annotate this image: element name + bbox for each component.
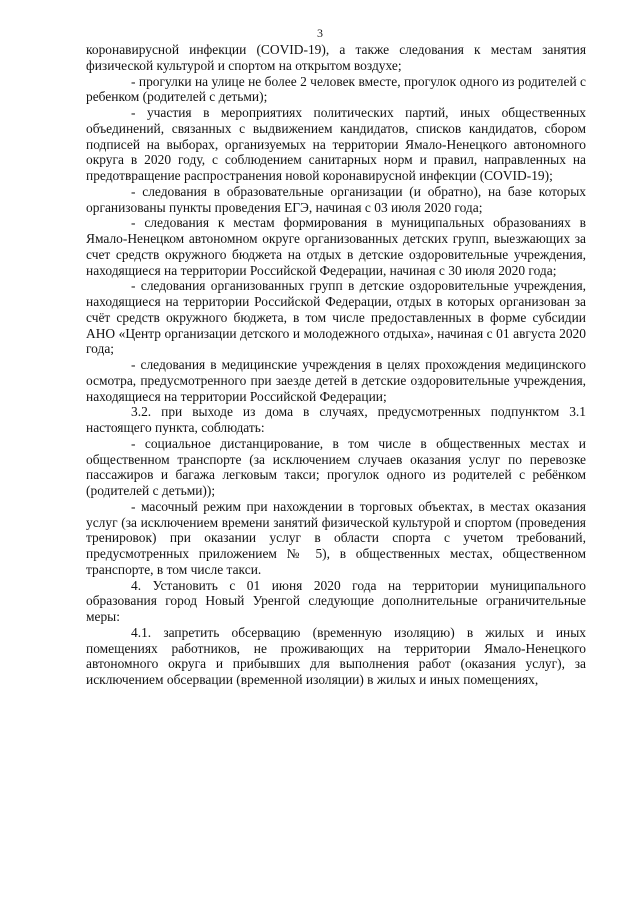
document-body xyxy=(86,42,586,688)
paragraph: - следования в образовательные организации (и обратно), на базе которых организованы пункты проведения ЕГЭ, начиная с 03 июля 2020 года; xyxy=(86,183,586,215)
paragraph: - социальное дистанцирование, в том числе в общественных местах и общественном транспорте (за исключением случаев оказания услуг по перевозке пассажиров и багажа легковым такси; прогулок одного из родителей с ребёнком (родителей с детьми)); xyxy=(86,435,586,498)
paragraph: коронавирусной инфекции (COVID-19), а также следования к местам занятия физической культурой и спортом на открытом воздухе; xyxy=(86,42,586,73)
page-number: 3 xyxy=(317,26,323,40)
paragraph: - следования в медицинские учреждения в целях прохождения медицинского осмотра, предусмотренного при заезде детей в детские оздоровительные учреждения, находящиеся на территории Российской Федерации; xyxy=(86,357,586,404)
paragraph: - следования организованных групп в детские оздоровительные учреждения, находящиеся на территории Российской Федерации, отдых в которых организован за счёт средств окружного бюджета, в том числе предоставленных в форме субсидии АНО «Центр организации детского и молодежного отдыха», начиная с 01 августа 2020 года; xyxy=(86,278,586,357)
paragraph: - следования к местам формирования в муниципальных образованиях в Ямало-Ненецком автономном округе организованных детских групп, выезжающих за счет средств окружного бюджета на отдых в детские оздоровительные учреждения, находящиеся на территории Российской Федерации, начиная с 30 июля 2020 года; xyxy=(86,215,586,278)
paragraph: 3.2. при выходе из дома в случаях, предусмотренных подпунктом 3.1 настоящего пункта, соблюдать: xyxy=(86,404,586,435)
paragraph: - масочный режим при нахождении в торговых объектах, в местах оказания услуг (за исключением времени занятий физической культурой и спортом (проведения тренировок) при оказании услуг в области спорта с учетом требований, предусмотренных приложением № 5), в общественных местах, общественном транспорте, в том числе такси. xyxy=(86,498,586,577)
paragraph: - прогулки на улице не более 2 человек вместе, прогулок одного из родителей с ребенком (родителей с детьми); xyxy=(86,73,586,105)
paragraph: 4. Установить с 01 июня 2020 года на территории муниципального образования город Новый Уренгой следующие дополнительные ограничительные меры: xyxy=(86,577,586,624)
paragraph: - участия в мероприятиях политических партий, иных общественных объединений, связанных с выдвижением кандидатов, списков кандидатов, сбором подписей на выборах, организуемых на территории Ямало-Ненецкого автономного округа в 2020 году, с соблюдением санитарных норм и правил, направленных на предотвращение распространения новой коронавирусной инфекции (COVID-19); xyxy=(86,105,586,183)
paragraph: 4.1. запретить обсервацию (временную изоляцию) в жилых и иных помещениях работников, не проживающих на территории Ямало-Ненецкого автономного округа и прибывших для выполнения работ (оказания услуг), за исключением обсервации (временной изоляции) в жилых и иных помещениях, xyxy=(86,624,586,687)
